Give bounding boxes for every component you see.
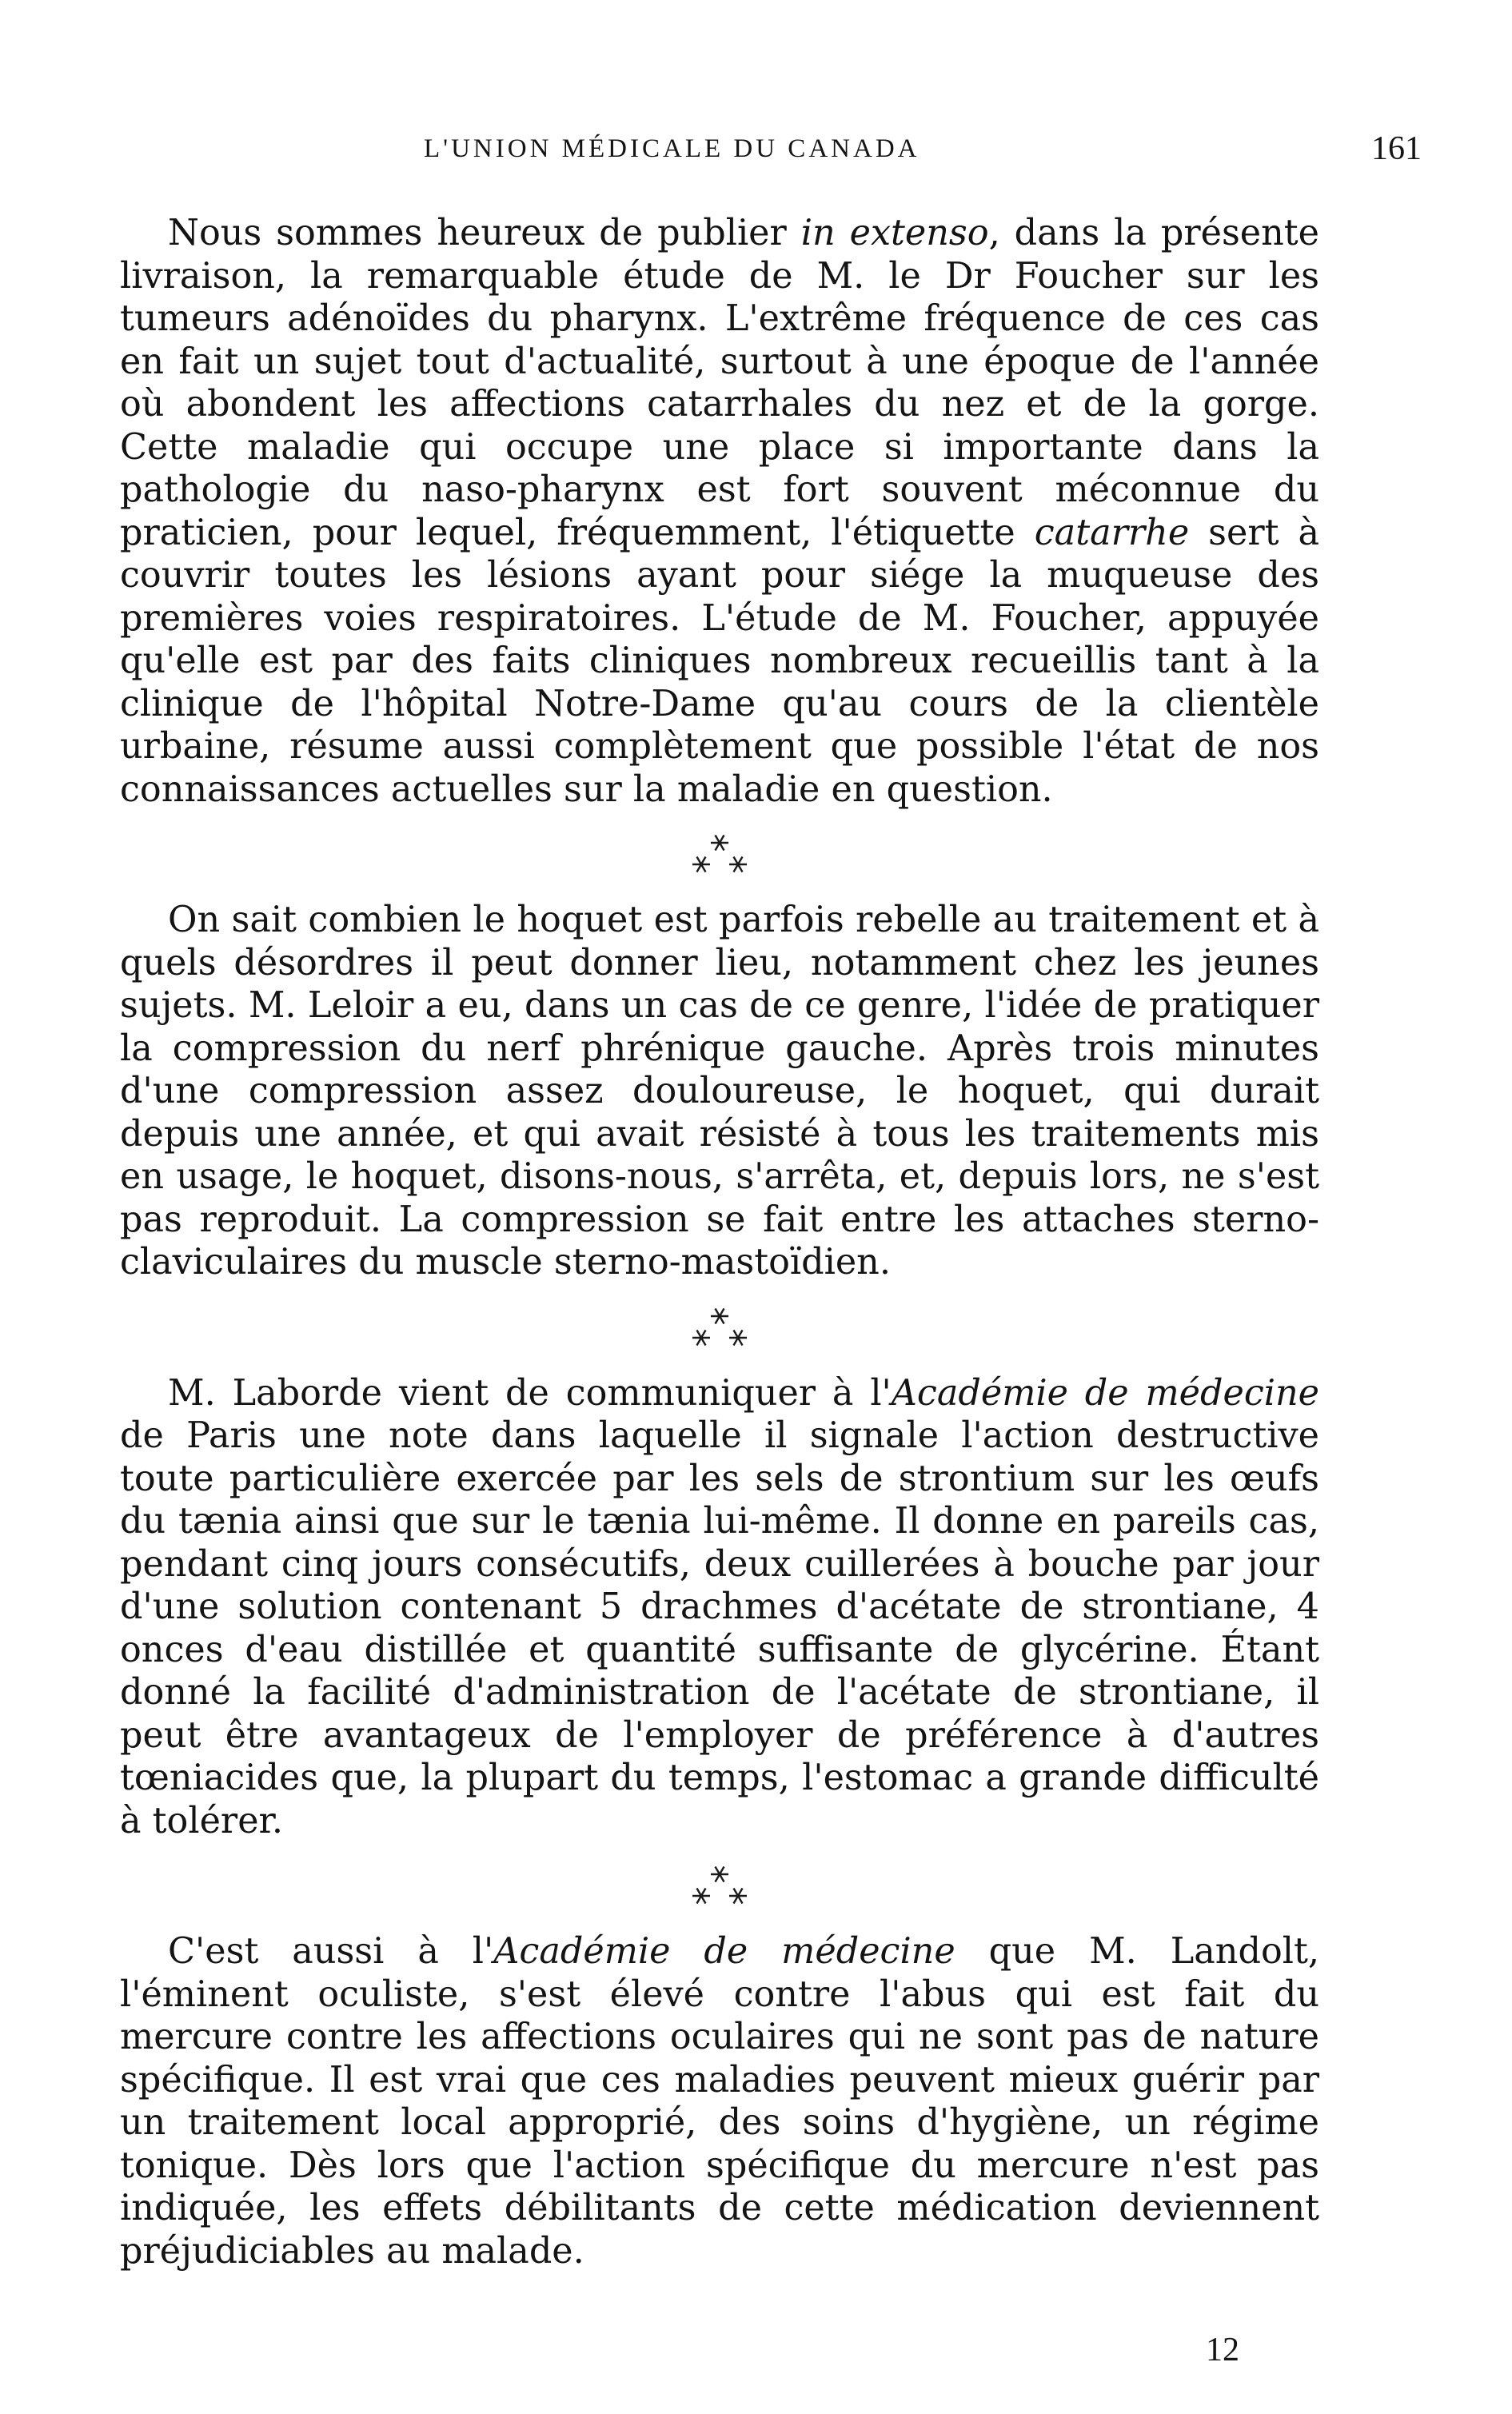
paragraph-strontium [120, 1372, 1319, 1843]
asterism-icon [684, 1862, 756, 1910]
asterism-divider [120, 811, 1319, 899]
text-run: de Paris une note dans laquelle il signale l'action destructive toute particulière exercée par les sels de strontium sur les œufs du tænia ainsi que sur le tænia lui-même. Il donne en pareils cas, pendant cinq jours consécutifs, deux cuillerées à bouche par jour d'une solution contenant 5 drachmes d'acétate de strontiane, 4 onces d'eau distillée et quantité suffisante de glycérine. Étant donné la facilité d'administration de l'acétate de strontiane, il peut être avantageux de l'employer de préférence à d'autres tœniacides que, la plupart du temps, l'estomac a grande difficulté à tolérer. [120, 1415, 1319, 1841]
paragraph-mercury [120, 1930, 1319, 2272]
asterism-icon [684, 1304, 756, 1352]
running-head: L'UNION MÉDICALE DU CANADA [424, 134, 920, 163]
signature-mark: 12 [1206, 2332, 1239, 2368]
page-header [120, 130, 1422, 182]
asterism-divider [120, 1284, 1319, 1372]
text-run: Nous sommes heureux de publier [168, 213, 801, 253]
text-run: , dans la présente livraison, la remarquable étude de M. le Dr Foucher sur les tumeurs adénoïdes du pharynx. L'extrême fréquence de ces cas en fait un sujet tout d'actualité, surtout à une époque de l'année où abondent les affections catarrhales du nez et de la gorge. Cette maladie qui occupe une place si importante dans la pathologie du naso-pharynx est fort souvent méconnue du praticien, pour lequel, fréquemment, l'étiquette [120, 213, 1319, 553]
asterism-icon [684, 831, 756, 879]
italic-text-run: catarrhe [1034, 512, 1190, 553]
text-run: M. Laborde vient de communiquer à l' [168, 1372, 892, 1414]
text-run: que M. Landolt, l'éminent oculiste, s'est élevé contre l'abus qui est fait du mercure contre les affections oculaires qui ne sont pas de nature spécifique. Il est vrai que ces maladies peuvent mieux guérir par un traitement local approprié, des soins d'hygiène, un régime tonique. Dès lors que l'action spécifique du mercure n'est pas indiquée, les effets débilitants de cette médication deviennent préjudiciables au malade. [120, 1931, 1320, 2272]
text-run: C'est aussi à l' [168, 1931, 494, 1972]
text-run: On sait combien le hoquet est parfois rebelle au traitement et à quels désordres il peut donner lieu, notamment chez les jeunes sujets. M. Leloir a eu, dans un cas de ce genre, l'idée de pratiquer la compression du nerf phrénique gauche. Après trois minutes d'une compression assez douloureuse, le hoquet, qui durait depuis une année, et qui avait résisté à tous les traitements mis en usage, le hoquet, disons-nous, s'arrêta, et, depuis lors, ne s'est pas reproduit. La compression se fait entre les attaches sterno-claviculaires du muscle sterno-mastoïdien. [120, 900, 1319, 1283]
paragraph-hiccup [120, 899, 1319, 1284]
italic-text-run: in extenso [800, 213, 989, 253]
page-number: 161 [1371, 130, 1422, 167]
text-run: sert à couvrir toutes les lésions ayant pour siége la muqueuse des premières voies respiratoires. L'étude de M. Foucher, appuyée qu'elle est par des faits cliniques nombreux recueillis tant à la clinique de l'hôpital Notre-Dame qu'au cours de la clientèle urbaine, résume aussi complètement que possible l'état de nos connaissances actuelles sur la maladie en question. [120, 512, 1319, 810]
italic-text-run: Académie de médecine [891, 1372, 1319, 1414]
article-body [120, 212, 1319, 2272]
asterism-divider [120, 1842, 1319, 1930]
paragraph-adenoid-tumors [120, 212, 1319, 811]
italic-text-run: Académie de médecine [493, 1931, 955, 1972]
